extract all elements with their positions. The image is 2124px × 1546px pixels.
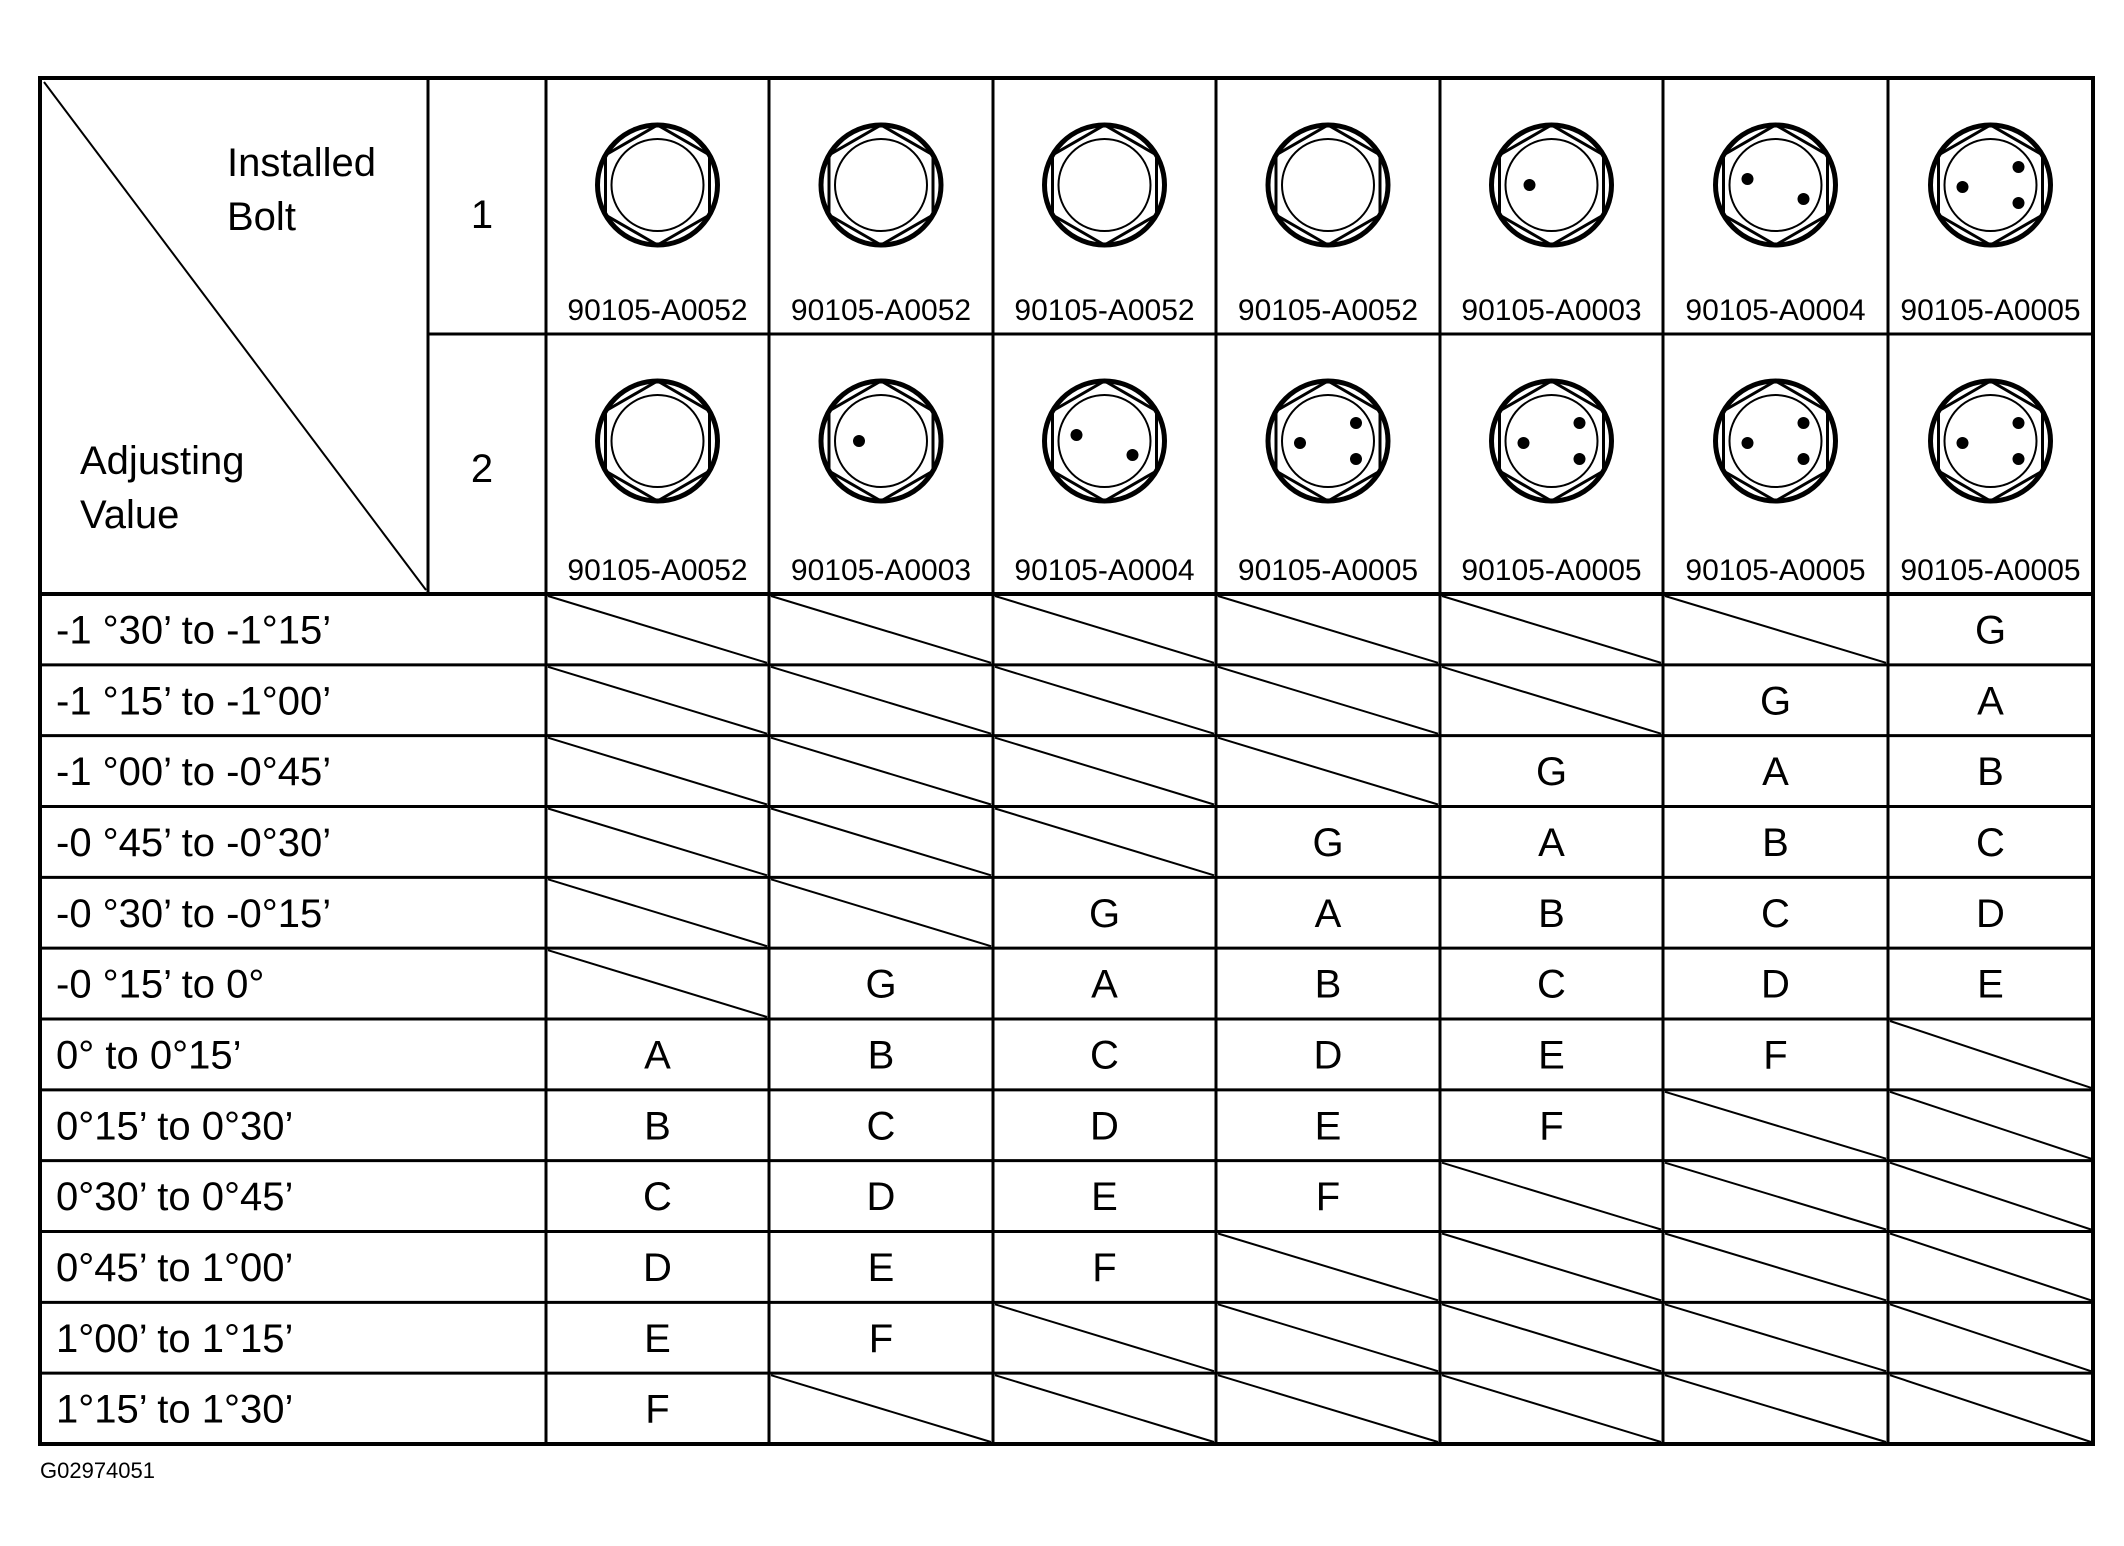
adjusting-value-row-label: 0°30’ to 0°45’	[56, 1175, 294, 1220]
adjusting-value-row-label: 0° to 0°15’	[56, 1033, 242, 1078]
marking-dot	[1742, 173, 1754, 185]
adjusting-value-row-label: -0 °15’ to 0°	[56, 962, 265, 1007]
adjusting-bolt-code: E	[1091, 1175, 1118, 1220]
adjusting-bolt-code: C	[1537, 962, 1566, 1007]
adjusting-bolt-code: B	[867, 1033, 895, 1078]
adjusting-bolt-code: C	[1761, 891, 1790, 936]
not-applicable-slash	[1665, 1092, 1886, 1159]
adjusting-bolt-code: B	[1762, 820, 1789, 865]
bolt-part-number: 90105-A0052	[1014, 294, 1195, 327]
figure-code: G02974051	[40, 1458, 155, 1483]
marking-dot	[1798, 417, 1810, 429]
not-applicable-slash	[1442, 596, 1661, 663]
adjusting-bolt-code: E	[867, 1245, 895, 1290]
bolt-part-number: 90105-A0052	[790, 294, 972, 327]
bolt-part-number: 90105-A0052	[567, 294, 748, 327]
bolt-row-1-label: 1	[470, 193, 494, 237]
adjusting-bolt-code: E	[1538, 1033, 1565, 1078]
not-applicable-slash	[771, 738, 991, 805]
bolt-head-icon	[1931, 125, 2051, 245]
bolt-head-icon	[1492, 381, 1612, 501]
not-applicable-slash	[1442, 1163, 1661, 1230]
adjusting-bolt-code: A	[1538, 820, 1565, 865]
adjusting-bolt-code: D	[643, 1245, 672, 1290]
not-applicable-slash	[1442, 1375, 1661, 1442]
adjusting-bolt-code: G	[1088, 891, 1121, 936]
bolt-part-number: 90105-A0004	[1014, 554, 1195, 587]
not-applicable-slash	[548, 879, 767, 946]
not-applicable-slash	[995, 1375, 1214, 1442]
not-applicable-slash	[1665, 1163, 1886, 1230]
adjusting-bolt-code: G	[1759, 679, 1792, 724]
bolt-head-icon	[1716, 125, 1836, 245]
adjusting-bolt-code: B	[1538, 891, 1565, 936]
adjusting-value-row-label: -1 °00’ to -0°45’	[56, 750, 332, 795]
not-applicable-slash	[995, 596, 1214, 663]
adjusting-bolt-code: A	[644, 1033, 671, 1078]
not-applicable-slash	[1218, 1375, 1438, 1442]
adjusting-value-row-label: -1 °15’ to -1°00’	[56, 679, 332, 724]
bolt-part-number: 90105-A0003	[790, 554, 972, 587]
adjusting-bolt-code: F	[645, 1387, 670, 1432]
adjusting-bolt-code: B	[1977, 750, 2004, 795]
not-applicable-slash	[1665, 1234, 1886, 1301]
not-applicable-slash	[1218, 1304, 1438, 1371]
marking-dot	[1127, 449, 1139, 461]
adjusting-bolt-code: A	[1091, 962, 1118, 1007]
marking-dot	[1350, 417, 1362, 429]
adjusting-bolt-code: G	[1535, 750, 1568, 795]
not-applicable-slash	[1890, 1021, 2091, 1088]
adjusting-bolt-code: A	[1314, 891, 1342, 936]
not-applicable-slash	[1665, 1375, 1886, 1442]
not-applicable-slash	[1442, 1234, 1661, 1301]
marking-dot	[2013, 197, 2025, 209]
bolt-head-icon	[821, 381, 941, 501]
not-applicable-slash	[1890, 1234, 2091, 1301]
adjusting-value-label-2: Value	[80, 493, 180, 537]
bolt-part-number: 90105-A0052	[567, 554, 748, 587]
marking-dot	[1798, 453, 1810, 465]
adjusting-bolt-code: C	[643, 1175, 672, 1220]
not-applicable-slash	[548, 596, 767, 663]
marking-dot	[1071, 429, 1083, 441]
not-applicable-slash	[548, 809, 767, 876]
adjusting-bolt-code: C	[866, 1104, 896, 1149]
bolt-head-icon	[598, 125, 718, 245]
adjusting-bolt-code: D	[1761, 962, 1790, 1007]
not-applicable-slash	[548, 738, 767, 805]
marking-dot	[1518, 437, 1530, 449]
adjusting-value-row-label: 0°45’ to 1°00’	[56, 1245, 294, 1290]
adjusting-value-row-label: -0 °45’ to -0°30’	[56, 820, 332, 865]
marking-dot	[2013, 453, 2025, 465]
adjusting-bolt-code: E	[1314, 1104, 1342, 1149]
bolt-part-number: 90105-A0052	[1237, 294, 1419, 327]
marking-dot	[1524, 179, 1536, 191]
not-applicable-slash	[1218, 596, 1438, 663]
adjusting-bolt-code: F	[1092, 1245, 1117, 1290]
bolt-head-icon	[1045, 381, 1165, 501]
adjusting-value-row-label: -1 °30’ to -1°15’	[56, 608, 332, 653]
not-applicable-slash	[771, 667, 991, 734]
adjusting-bolt-code: A	[1762, 750, 1789, 795]
adjusting-bolt-code: G	[1974, 608, 2007, 653]
marking-dot	[2013, 417, 2025, 429]
not-applicable-slash	[771, 879, 991, 946]
not-applicable-slash	[1890, 1092, 2091, 1159]
adjusting-bolt-code: G	[865, 962, 897, 1007]
bolt-part-number: 90105-A0005	[1461, 554, 1642, 587]
bolt-head-icon	[1045, 125, 1165, 245]
bolt-icons	[567, 125, 2080, 587]
adjusting-bolt-code: F	[1539, 1104, 1564, 1149]
bolt-part-number: 90105-A0005	[1900, 554, 2081, 587]
not-applicable-slash	[1218, 1234, 1438, 1301]
bolt-row-2-label: 2	[470, 447, 494, 491]
not-applicable-slash	[1890, 1163, 2091, 1230]
adjusting-bolt-code: D	[1976, 891, 2005, 936]
bolt-head-icon	[1716, 381, 1836, 501]
bolt-part-number: 90105-A0005	[1685, 554, 1866, 587]
marking-dot	[1574, 453, 1586, 465]
adjusting-value-row-label: -0 °30’ to -0°15’	[56, 891, 332, 936]
bolt-part-number: 90105-A0003	[1461, 294, 1642, 327]
adjusting-bolt-code: G	[1312, 820, 1344, 865]
adjusting-value-label: Adjusting	[80, 439, 245, 483]
adjusting-bolt-code: F	[1763, 1033, 1788, 1078]
bolt-part-number: 90105-A0004	[1685, 294, 1866, 327]
adjusting-bolt-code: E	[644, 1316, 671, 1361]
not-applicable-slash	[1218, 667, 1438, 734]
marking-dot	[1294, 437, 1306, 449]
adjusting-bolt-code: D	[866, 1175, 896, 1220]
adjusting-bolt-code: B	[644, 1104, 671, 1149]
installed-bolt-label-2: Bolt	[227, 195, 296, 239]
adjusting-bolt-code: E	[1977, 962, 2004, 1007]
marking-dot	[1798, 193, 1810, 205]
bolt-part-number: 90105-A0005	[1237, 554, 1419, 587]
adjusting-bolt-code: C	[1090, 1033, 1119, 1078]
adjusting-value-row-label: 1°00’ to 1°15’	[56, 1316, 294, 1361]
not-applicable-slash	[995, 738, 1214, 805]
not-applicable-slash	[1890, 1304, 2091, 1371]
not-applicable-slash	[995, 809, 1214, 876]
not-applicable-slash	[995, 667, 1214, 734]
not-applicable-slash	[771, 809, 991, 876]
marking-dot	[1574, 417, 1586, 429]
bolt-part-number: 90105-A0005	[1900, 294, 2081, 327]
marking-dot	[1742, 437, 1754, 449]
bolt-head-icon	[1931, 381, 2051, 501]
marking-dot	[2013, 161, 2025, 173]
not-applicable-slash	[1665, 596, 1886, 663]
marking-dot	[1957, 181, 1969, 193]
not-applicable-slash	[548, 667, 767, 734]
adjusting-bolt-code: D	[1313, 1033, 1343, 1078]
not-applicable-slash	[1218, 738, 1438, 805]
table-header	[80, 141, 493, 537]
bolt-head-icon	[1268, 125, 1388, 245]
adjusting-bolt-code: D	[1090, 1104, 1119, 1149]
bolt-head-icon	[821, 125, 941, 245]
adjusting-bolt-code: A	[1977, 679, 2004, 724]
adjusting-value-row-label: 1°15’ to 1°30’	[56, 1387, 294, 1432]
not-applicable-slash	[1442, 1304, 1661, 1371]
bolt-head-icon	[598, 381, 718, 501]
bolt-head-icon	[1268, 381, 1388, 501]
not-applicable-slash	[771, 1375, 991, 1442]
not-applicable-slash	[995, 1304, 1214, 1371]
installed-bolt-label: Installed	[227, 141, 376, 185]
not-applicable-slash	[771, 596, 991, 663]
not-applicable-slash	[1442, 667, 1661, 734]
not-applicable-slash	[1665, 1304, 1886, 1371]
adjusting-value-row-label: 0°15’ to 0°30’	[56, 1104, 294, 1149]
not-applicable-slash	[548, 950, 767, 1017]
marking-dot	[853, 435, 865, 447]
marking-dot	[1350, 453, 1362, 465]
adjusting-bolt-code: F	[868, 1316, 894, 1361]
not-applicable-slash	[1890, 1375, 2091, 1442]
bolt-head-icon	[1492, 125, 1612, 245]
adjusting-bolt-code: B	[1314, 962, 1342, 1007]
adjusting-bolt-code: C	[1976, 820, 2005, 865]
marking-dot	[1957, 437, 1969, 449]
adjusting-bolt-code: F	[1315, 1175, 1341, 1220]
